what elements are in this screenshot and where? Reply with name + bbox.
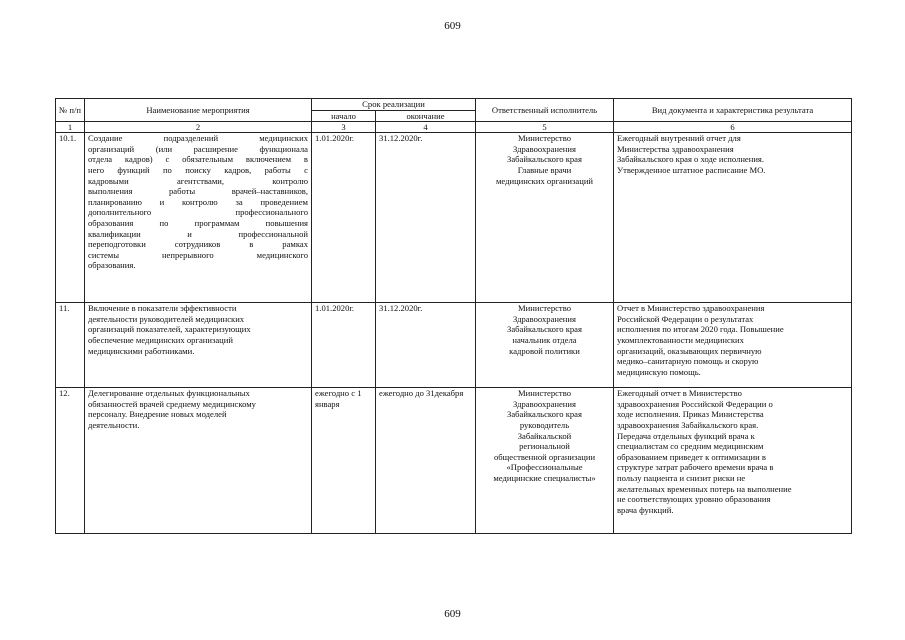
measure-name-line: образования по программам повышения — [88, 217, 308, 228]
row-number: 12. — [56, 388, 85, 534]
measure-name-line: организаций (или расширение функционала — [88, 143, 308, 154]
result-document-line: укомплектованности медицинских — [617, 334, 744, 345]
responsible-line: Министерство — [518, 388, 571, 399]
result-document — [614, 133, 852, 303]
responsible-line: Министерство — [518, 133, 571, 144]
table-row — [56, 303, 852, 388]
end-date: 31.12.2020г. — [376, 133, 476, 303]
result-document-line: Утвержденное штатное расписание МО. — [617, 164, 766, 175]
responsible — [476, 303, 614, 388]
result-document-line: организаций, оказывающих первичную — [617, 345, 762, 356]
measure-name-line: дополнительного профессионального — [88, 207, 308, 218]
result-document-line: Отчет в Министерство здравоохранения — [617, 303, 765, 314]
header-doc: Вид документа и характеристика результата — [614, 99, 852, 122]
result-document-line: Забайкальского края о ходе исполнения. — [617, 154, 765, 165]
responsible-line: Забайкальского края — [507, 409, 582, 420]
header-num: № п/п — [56, 99, 85, 122]
responsible-line: руководитель — [519, 419, 570, 430]
measure-name-line: организаций показателей, характеризующих — [88, 324, 251, 335]
responsible-line: общественной организации — [493, 451, 596, 462]
responsible-line: медицинских организаций — [495, 175, 594, 186]
measure-name-line: медицинскими работниками. — [88, 345, 195, 356]
result-document-line: Передача отдельных функций врача к — [617, 430, 755, 441]
column-number: 4 — [376, 122, 476, 133]
responsible-line: кадровой политики — [509, 345, 580, 356]
measure-name-line: системы непрерывного медицинского — [88, 249, 308, 260]
responsible-line: региональной — [519, 441, 570, 452]
result-document-line: здравоохранения Российской Федерации о — [617, 398, 773, 409]
responsible — [476, 133, 614, 303]
end-date: 31.12.2020г. — [376, 303, 476, 388]
page-number-bottom: 609 — [444, 608, 461, 620]
page-number-top: 609 — [444, 20, 461, 32]
responsible-line: Министерство — [518, 303, 571, 314]
measure-name-line: него функций по поиску кадров, работы с — [88, 164, 308, 175]
measure-name-line: персоналу. Внедрение новых моделей — [88, 409, 227, 420]
header-row-1 — [56, 99, 852, 111]
measure-name-line: переподготовки сотрудников в рамках — [88, 239, 308, 250]
end-date: ежегодно до 31декабря — [376, 388, 476, 534]
responsible-line: Забайкальского края — [507, 154, 582, 165]
header-period: Срок реализации — [312, 99, 476, 111]
measure-name-line: деятельности руководителей медицинских — [88, 313, 245, 324]
measure-name-line: выполнения работы врачей–наставников, — [88, 186, 308, 197]
result-document — [614, 388, 852, 534]
result-document-line: желательных временных потерь на выполнение — [617, 483, 792, 494]
measure-name-line: обязанностей врачей среднему медицинскому — [88, 398, 256, 409]
header-name: Наименование мероприятия — [85, 99, 312, 122]
responsible-line: «Профессиональные — [506, 462, 583, 473]
column-number: 6 — [614, 122, 852, 133]
measure-name-line: обеспечение медицинских организаций — [88, 334, 233, 345]
result-document-line: Министерства здравоохранения — [617, 143, 734, 154]
column-number: 1 — [56, 122, 85, 133]
responsible-line: Здравоохранения — [513, 398, 576, 409]
result-document-line: Российской Федерации о результатах — [617, 313, 754, 324]
result-document-line: не соответствующих уровню образования — [617, 494, 771, 505]
column-number: 2 — [85, 122, 312, 133]
responsible-line: медицинские специалисты» — [493, 472, 596, 483]
responsible-line: Забайкальской — [517, 430, 572, 441]
result-document-line: медико–санитарную помощь и скорую — [617, 356, 759, 367]
result-document-line: здравоохранения Забайкальского края. — [617, 419, 759, 430]
row-number: 10.1. — [56, 133, 85, 303]
result-document-line: Ежегодный внутренний отчет для — [617, 133, 741, 144]
result-document-line: специалистам со средним медицинским — [617, 441, 764, 452]
responsible-line: Главные врачи — [517, 164, 572, 175]
result-document — [614, 303, 852, 388]
measure-name — [85, 388, 312, 534]
column-number: 5 — [476, 122, 614, 133]
responsible — [476, 388, 614, 534]
measure-name-line: квалификации и профессиональной — [88, 228, 308, 239]
column-number: 3 — [312, 122, 376, 133]
header-responsible: Ответственный исполнитель — [476, 99, 614, 122]
measure-name — [85, 303, 312, 388]
row-number: 11. — [56, 303, 85, 388]
start-date: ежегодно с 1 января — [312, 388, 376, 534]
result-document-line: образованием приведет к оптимизации в — [617, 451, 766, 462]
measure-name-line: Делегирование отдельных функциональных — [88, 388, 250, 399]
result-document-line: Ежегодный отчет в Министерство — [617, 388, 742, 399]
table-row — [56, 388, 852, 534]
responsible-line: Здравоохранения — [513, 143, 576, 154]
column-number-row — [56, 122, 852, 133]
measure-name-line: Создание подразделений медицинских — [88, 133, 308, 144]
start-date: 1.01.2020г. — [312, 133, 376, 303]
measure-name-line: деятельности. — [88, 419, 140, 430]
result-document-line: пользу пациента и снизит риски не — [617, 472, 746, 483]
measure-name-line: планированию и контролю за проведением — [88, 196, 308, 207]
measure-name-line: отдела кадров) с обязательным включением в — [88, 154, 308, 165]
start-date: 1.01.2020г. — [312, 303, 376, 388]
result-document-line: врача функций. — [617, 504, 674, 515]
measure-name-line: кадровыми агентствами, контролю — [88, 175, 308, 186]
measures-table — [55, 98, 852, 534]
header-start: начало — [312, 110, 376, 122]
measure-name-line: Включение в показатели эффективности — [88, 303, 237, 314]
responsible-line: Здравоохранения — [513, 313, 576, 324]
header-end: окончание — [376, 110, 476, 122]
responsible-line: начальник отдела — [512, 334, 577, 345]
measure-name — [85, 133, 312, 303]
table-row — [56, 133, 852, 303]
result-document-line: медицинскую помощь. — [617, 366, 701, 377]
result-document-line: структуре затрат рабочего времени врача в — [617, 462, 774, 473]
result-document-line: ходе исполнения. Приказ Министерства — [617, 409, 764, 420]
result-document-line: исполнения по итогам 2020 года. Повышение — [617, 324, 784, 335]
measure-name-line: образования. — [88, 260, 136, 271]
responsible-line: Забайкальского края — [507, 324, 582, 335]
